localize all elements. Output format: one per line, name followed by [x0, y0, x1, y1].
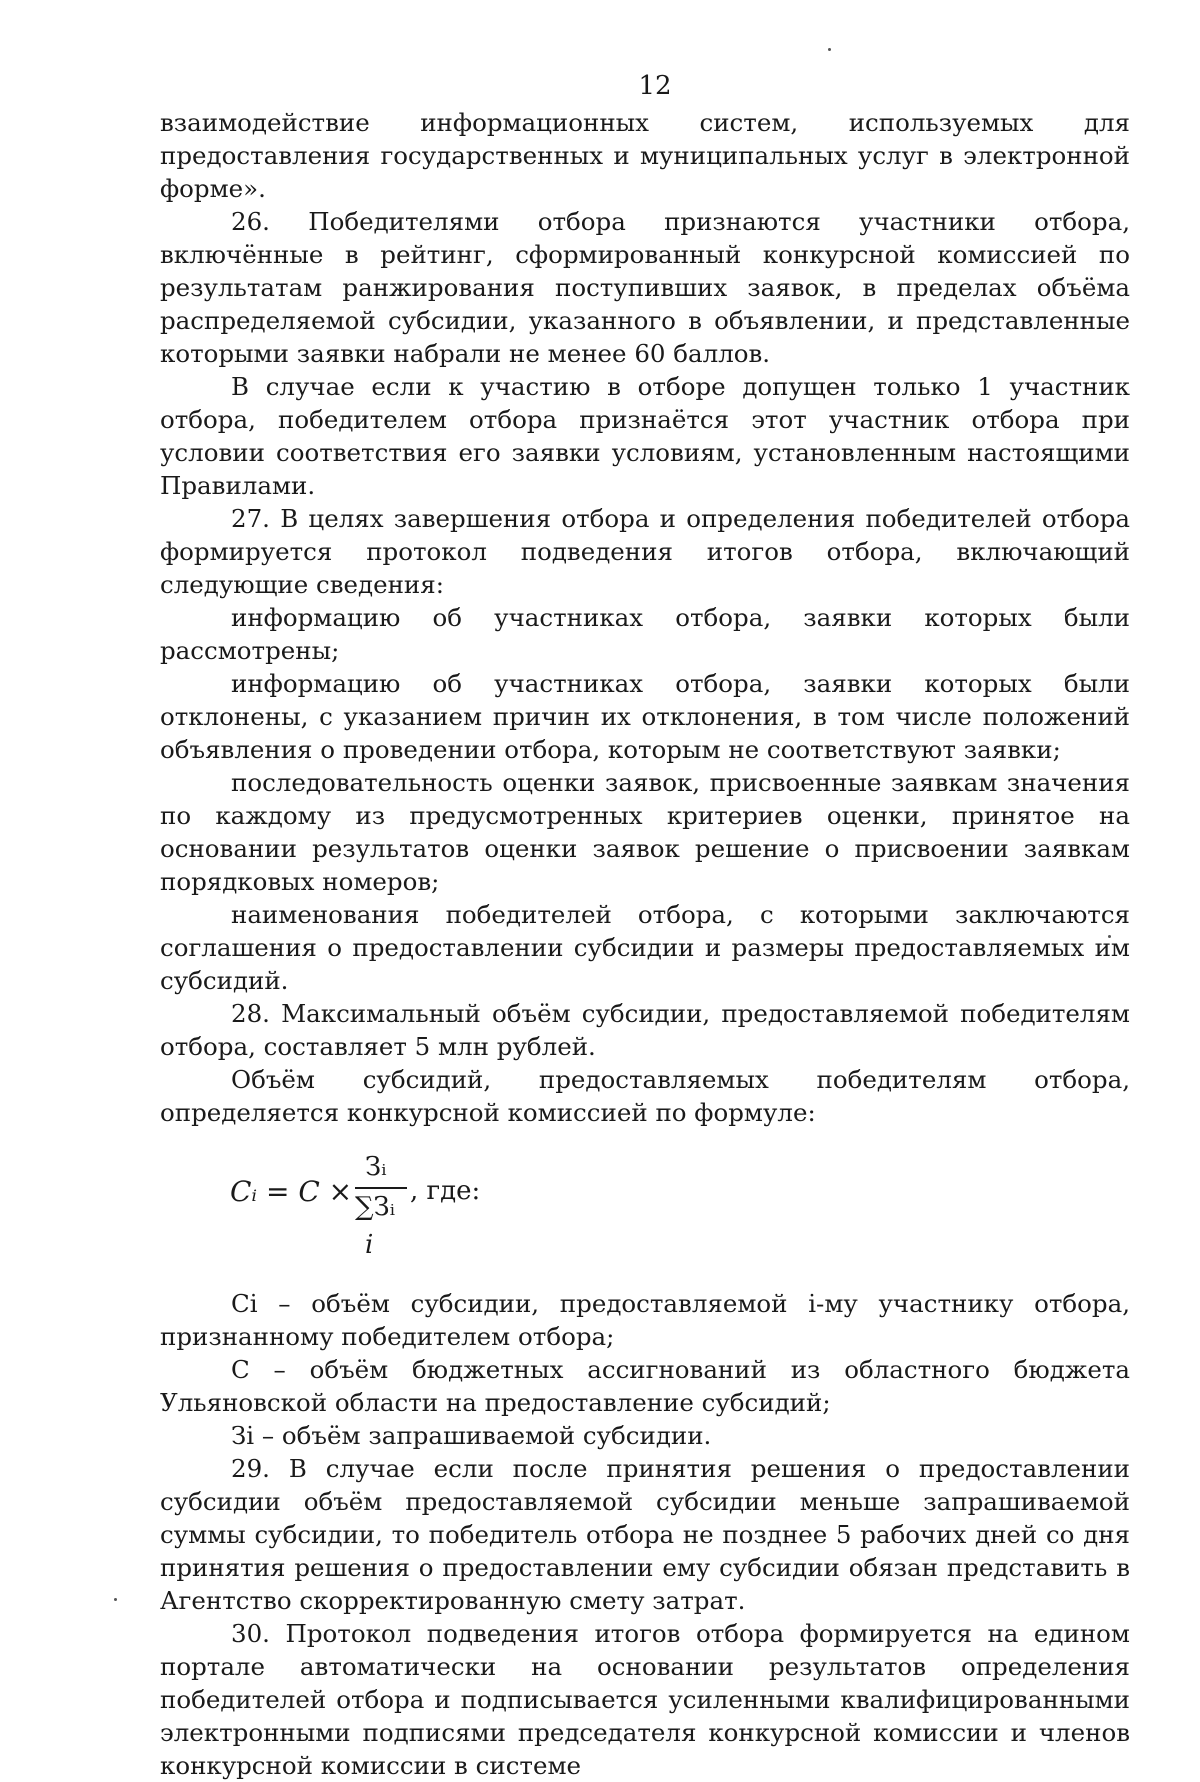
page-number: 12 [638, 71, 672, 101]
formula-sum-index: i [365, 1230, 374, 1260]
text-block-after-formula [160, 1287, 1130, 1782]
formula-denominator: ∑Зᵢ [355, 1192, 395, 1222]
paragraph: 26. Победителями отбора признаются участники отбора, включённые в рейтинг, сформированный конкурсной комиссией по результатам ранжирования поступивших заявок, в пределах объёма распределяемой субсидии, указанного в объявлении, и представленные которыми заявки набрали не менее 60 баллов. [160, 207, 1130, 368]
document-page [160, 70, 1130, 1782]
scan-speck [114, 1598, 117, 1601]
paragraph: взаимодействие информационных систем, используемых для предоставления государственных и муниципальных услуг в электронной форме». [160, 108, 1130, 203]
paragraph: 29. В случае если после принятия решения о предоставлении субсидии объём предоставляемой субсидии меньше запрашиваемой суммы субсидии, то победитель отбора не позднее 5 рабочих дней со дня принятия решения о предоставлении ему субсидии обязан представить в Агентство скорректированную смету затрат. [160, 1454, 1130, 1615]
subsidy-formula [160, 1129, 1130, 1287]
formula-lhs: Cᵢ = C × [230, 1175, 353, 1208]
formula-where: , где: [410, 1176, 481, 1206]
text-block-before-formula [160, 106, 1130, 1129]
paragraph: Сi – объём субсидии, предоставляемой i-му участнику отбора, признанному победителем отбора; [160, 1289, 1130, 1351]
formula-fraction-bar [355, 1187, 407, 1189]
formula-numerator: Зᵢ [365, 1152, 387, 1182]
paragraph: Зi – объём запрашиваемой субсидии. [231, 1421, 712, 1450]
paragraph: информацию об участниках отбора, заявки которых были отклонены, с указанием причин их отклонения, в том числе положений объявления о проведении отбора, которым не соответствуют заявки; [160, 669, 1130, 764]
paragraph: информацию об участниках отбора, заявки которых были рассмотрены; [160, 603, 1130, 665]
scan-speck [828, 48, 831, 51]
paragraph: В случае если к участию в отборе допущен только 1 участник отбора, победителем отбора признаётся этот участник отбора при условии соответствия его заявки условиям, установленным настоящими Правилами. [160, 372, 1130, 500]
paragraph: последовательность оценки заявок, присвоенные заявкам значения по каждому из предусмотренных критериев оценки, принятое на основании результатов оценки заявок решение о присвоении заявкам порядковых номеров; [160, 768, 1130, 896]
paragraph: Объём субсидий, предоставляемых победителям отбора, определяется конкурсной комиссией по формуле: [160, 1065, 1130, 1127]
paragraph: 27. В целях завершения отбора и определения победителей отбора формируется протокол подведения итогов отбора, включающий следующие сведения: [160, 504, 1130, 599]
paragraph: наименования победителей отбора, с которыми заключаются соглашения о предоставлении субсидии и размеры предоставляемых им субсидий. [160, 900, 1130, 995]
paragraph: 30. Протокол подведения итогов отбора формируется на едином портале автоматически на основании результатов определения победителей отбора и подписывается усиленными квалифицированными электронными подписями председателя конкурсной комиссии и членов конкурсной комиссии в системе [160, 1619, 1130, 1780]
paragraph: 28. Максимальный объём субсидии, предоставляемой победителям отбора, составляет 5 млн рублей. [160, 999, 1130, 1061]
paragraph: С – объём бюджетных ассигнований из областного бюджета Ульяновской области на предоставление субсидий; [160, 1355, 1130, 1417]
